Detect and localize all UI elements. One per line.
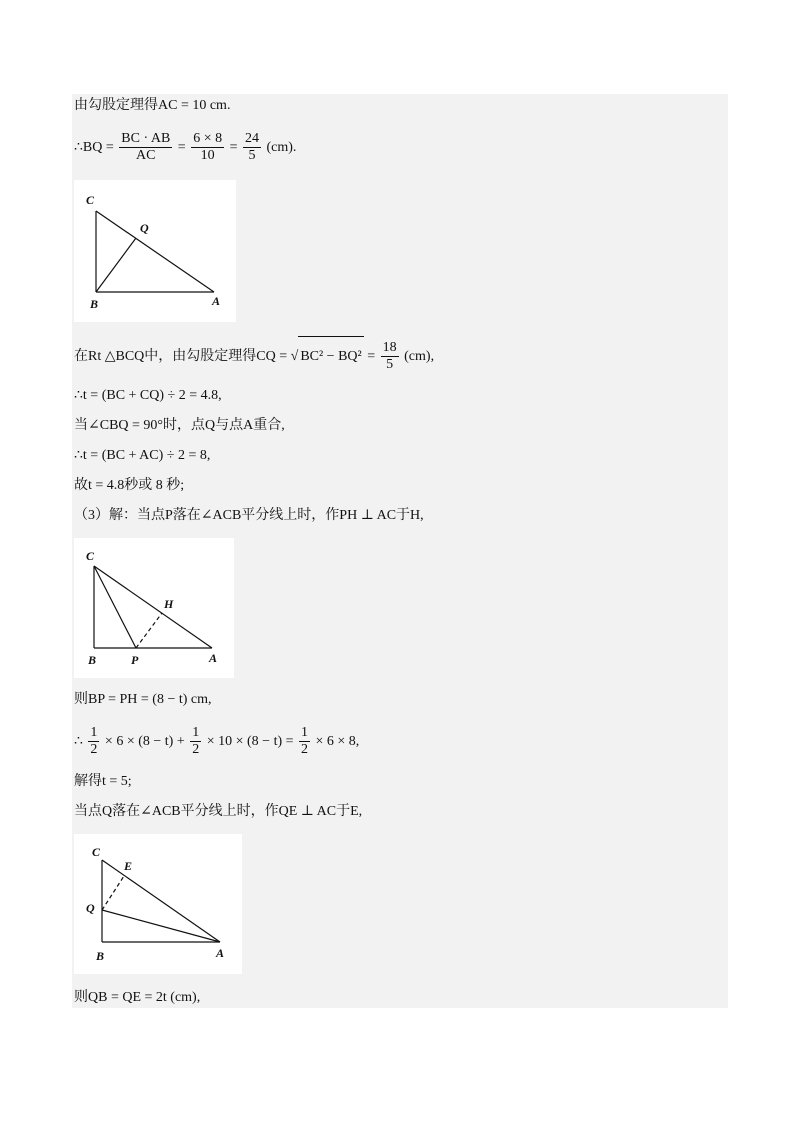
fraction-18-over-5 (381, 340, 399, 373)
figure-triangle-bq (74, 180, 236, 322)
label-c: C (86, 193, 95, 207)
label-q: Q (86, 901, 95, 915)
label-a: A (212, 294, 221, 308)
label-b: B (88, 653, 97, 667)
fraction-denominator: 5 (386, 357, 394, 373)
unit-suffix: (cm). (266, 140, 297, 155)
label-a: A (216, 946, 225, 960)
equals-sign: = (177, 140, 186, 155)
therefore-sign: ∴ (74, 734, 83, 749)
label-e: E (124, 859, 133, 873)
fraction-numerator: 24 (245, 131, 259, 147)
fraction-denominator: 2 (301, 742, 309, 758)
segment-cp (94, 566, 136, 648)
text-line-2 (74, 128, 296, 168)
segment-ca (102, 860, 220, 942)
fraction-24-over-5 (243, 131, 261, 164)
expression-part: × 6 × (8 − t) + (104, 734, 185, 749)
segment-ph-dashed (136, 613, 162, 648)
text-line-13: 则QB = QE = 2t (cm), (74, 990, 201, 1005)
figure-2-svg (74, 538, 234, 678)
figure-3-svg (74, 834, 242, 974)
fraction-denominator: 2 (90, 742, 98, 758)
equals-sign: = (229, 140, 238, 155)
segment-qe-dashed (102, 876, 124, 910)
text-line-11: 解得t = 5; (74, 774, 132, 789)
fraction-denominator: 10 (200, 148, 215, 164)
text-line-1: 由勾股定理得AC = 10 cm. (74, 98, 231, 113)
label-b: B (96, 949, 105, 963)
text-line-6: ∴t = (BC + AC) ÷ 2 = 8, (74, 448, 211, 463)
bq-prefix: ∴BQ = (74, 140, 114, 155)
figure-triangle-qe (74, 834, 242, 974)
label-b: B (90, 297, 99, 311)
fraction-denominator: 2 (192, 742, 200, 758)
fraction-denominator: AC (136, 148, 156, 164)
text-line-9: 则BP = PH = (8 − t) cm, (74, 692, 212, 707)
text-line-8: （3）解：当点P落在∠ACB平分线上时，作PH ⊥ AC于H, (74, 508, 424, 523)
cq-prefix: 在Rt △BCQ中，由勾股定理得CQ = (74, 349, 288, 364)
text-line-4: ∴t = (BC + CQ) ÷ 2 = 4.8, (74, 388, 222, 403)
fraction-half-3 (299, 725, 310, 758)
label-c: C (92, 845, 101, 859)
text-line-7: 故t = 4.8秒或 8 秒; (74, 478, 185, 493)
fraction-bc-ab-over-ac (119, 131, 172, 164)
text-line-3 (74, 336, 434, 377)
unit-suffix: (cm), (404, 349, 435, 364)
label-c: C (86, 549, 95, 563)
segment-qa (102, 910, 220, 942)
label-h: H (164, 597, 174, 611)
fraction-half-1 (88, 725, 99, 758)
figure-triangle-ph (74, 538, 234, 678)
fraction-numerator: 1 (192, 725, 200, 741)
segment-bq (96, 238, 136, 292)
equals-sign: = (367, 349, 376, 364)
fraction-numerator: 1 (301, 725, 309, 741)
sqrt-symbol: √ (290, 349, 299, 364)
text-line-10 (74, 722, 359, 762)
text-line-12: 当点Q落在∠ACB平分线上时，作QE ⊥ AC于E, (74, 804, 363, 819)
fraction-numerator: BC · AB (121, 131, 171, 147)
fraction-numerator: 18 (382, 340, 397, 356)
label-q: Q (140, 221, 149, 235)
text-line-5: 当∠CBQ = 90°时，点Q与点A重合, (74, 418, 285, 433)
label-a: A (209, 651, 218, 665)
figure-1-svg (74, 180, 236, 322)
fraction-6x8-over-10 (191, 131, 224, 164)
segment-ca (94, 566, 212, 648)
sqrt-radicand: BC² − BQ² (298, 336, 363, 377)
expression-part: × 6 × 8, (315, 734, 360, 749)
fraction-denominator: 5 (248, 148, 256, 164)
fraction-half-2 (190, 725, 201, 758)
fraction-numerator: 1 (90, 725, 98, 741)
fraction-numerator: 6 × 8 (193, 131, 223, 147)
expression-part: × 10 × (8 − t) = (206, 734, 294, 749)
segment-ca (96, 211, 214, 292)
label-p: P (131, 653, 139, 667)
